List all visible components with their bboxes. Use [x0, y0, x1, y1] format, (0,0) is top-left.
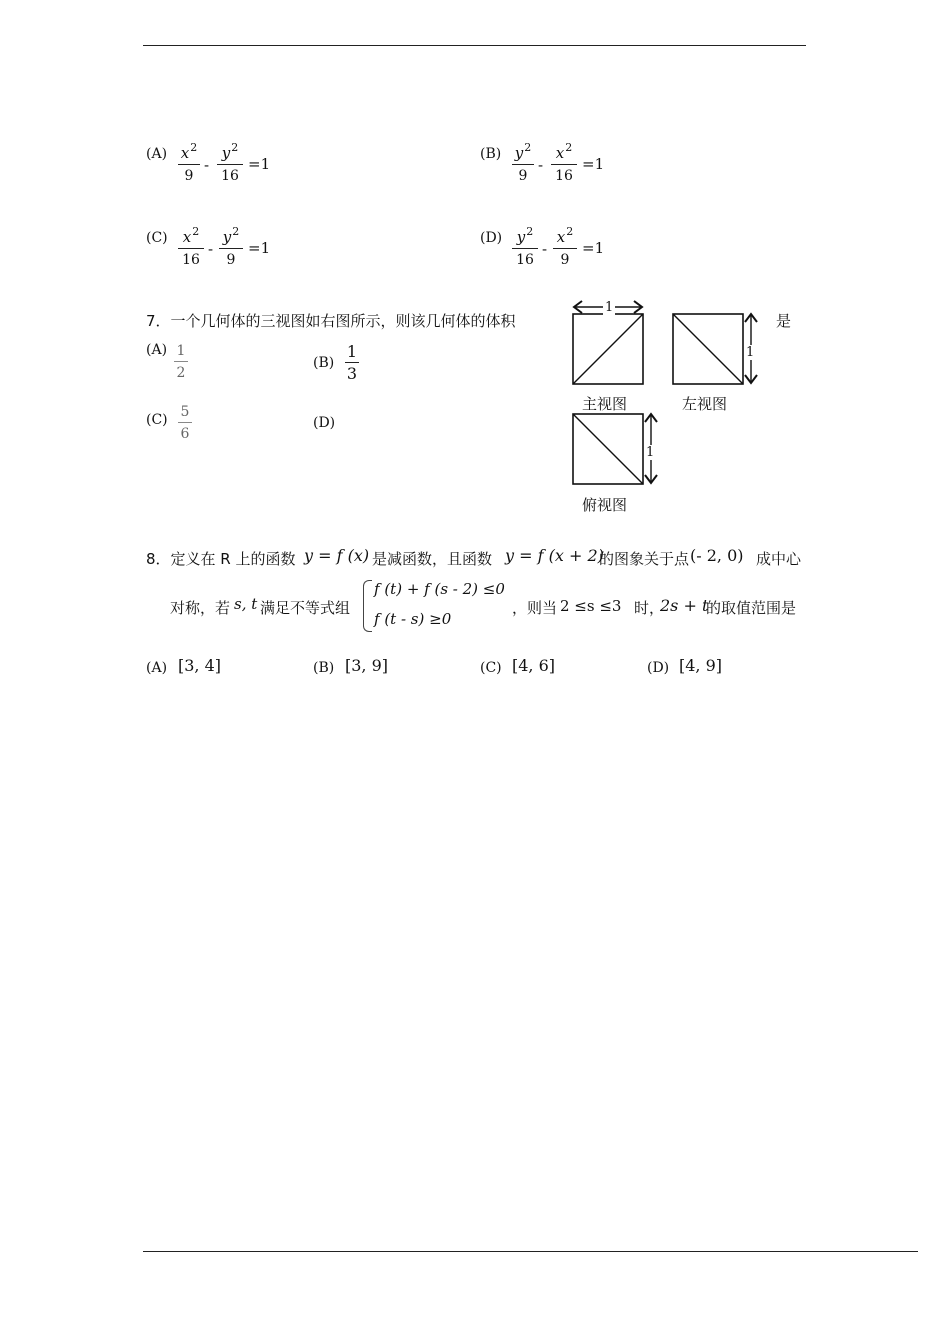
- q8-line1-d: 成中心: [756, 550, 802, 568]
- q8-range: 2 ≤s ≤3: [560, 597, 622, 615]
- fraction: $x^2$ 9: [178, 139, 200, 184]
- fraction: 1 3: [346, 342, 358, 383]
- fraction: $x^2$ 16: [551, 139, 577, 184]
- top-view: [573, 414, 657, 484]
- q8-line1-b: 是减函数，且函数: [372, 550, 493, 568]
- fraction: $y^2$ 9: [512, 139, 534, 184]
- fraction: $x^2$ 16: [178, 223, 204, 268]
- top-view-dimension: 1: [646, 445, 655, 460]
- inequality-1: f (t) + f (s - 2) ≤0: [374, 580, 505, 598]
- fraction: $x^2$ 9: [553, 223, 577, 268]
- q8-line2-e: 的取值范围是: [706, 599, 797, 617]
- inequality-2: f (t - s) ≥0: [374, 610, 452, 628]
- fraction: 5 6: [178, 404, 192, 442]
- q7-stem-end: 是: [776, 312, 792, 330]
- q8-line1-c: 的图象关于点: [599, 550, 690, 568]
- front-view-label: 主视图: [582, 395, 628, 413]
- front-view-dimension: 1: [605, 300, 614, 315]
- fraction: $y^2$ 9: [219, 223, 243, 268]
- q8-line2-c: ，则当: [512, 599, 558, 617]
- option-label: (C): [146, 230, 168, 246]
- q8-line1-a: 8．定义在 R 上的函数: [146, 550, 296, 568]
- option-label: (A): [146, 146, 168, 162]
- side-view-dimension: 1: [746, 345, 755, 360]
- side-view-label: 左视图: [682, 395, 728, 413]
- q7-stem: 7．一个几何体的三视图如右图所示，则该几何体的体积: [146, 312, 516, 330]
- option-label: (B): [480, 146, 502, 162]
- footer-rule: [143, 1251, 918, 1252]
- q8-line2-b: 满足不等式组: [260, 599, 351, 617]
- q8-vars: s, t: [234, 595, 258, 613]
- inequality-brace: [363, 580, 372, 632]
- q8-expr: 2s + t: [660, 596, 709, 615]
- side-view: [673, 314, 757, 384]
- fraction: $y^2$ 16: [217, 139, 243, 184]
- fraction: 1 2: [174, 343, 188, 381]
- q8-center-point: (- 2, 0): [690, 546, 744, 565]
- q8-func-2: y = f (x + 2): [505, 546, 604, 565]
- fraction: $y^2$ 16: [512, 223, 538, 268]
- q8-line2-d: 时，: [634, 599, 665, 617]
- q8-line2-a: 对称，若: [170, 599, 231, 617]
- option-label: (D): [480, 230, 503, 246]
- header-rule: [143, 45, 806, 46]
- q8-func-1: y = f (x): [304, 546, 370, 565]
- top-view-label: 俯视图: [582, 496, 628, 514]
